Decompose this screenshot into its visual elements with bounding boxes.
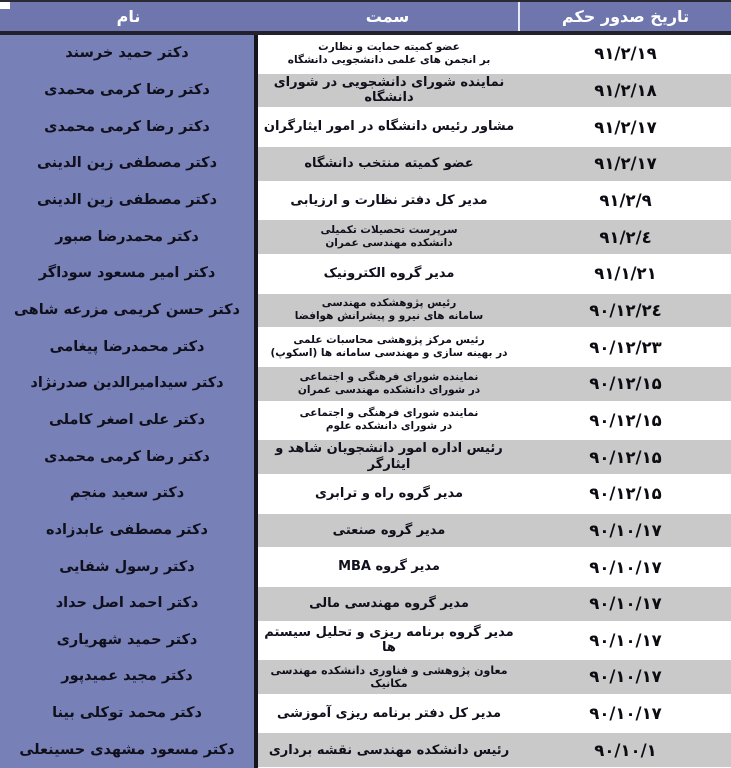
table-row — [0, 35, 731, 72]
position-line: رئیس دانشکده مهندسی نقشه برداری — [268, 742, 510, 758]
row-band — [258, 695, 731, 732]
table-row — [0, 292, 731, 329]
table-row — [0, 365, 731, 402]
date-cell: ۹۱/۲/۱۸ — [594, 80, 657, 100]
row-band — [258, 585, 731, 622]
name-cell: دکتر حمید خرسند — [0, 35, 258, 72]
position-cell — [258, 440, 520, 474]
header-name-column: نام — [116, 7, 141, 26]
name-cell: دکتر رسول شفایی — [0, 548, 258, 585]
table-row — [0, 475, 731, 512]
position-cell — [258, 257, 520, 291]
position-cell — [258, 110, 520, 144]
position-line: بر انجمن های علمی دانشجویی دانشگاه — [287, 53, 491, 66]
table-row — [0, 108, 731, 145]
name-cell: دکتر حمید شهریاری — [0, 622, 258, 659]
row-band — [258, 402, 731, 439]
table-row — [0, 731, 731, 768]
table-row — [0, 585, 731, 622]
position-cell — [258, 404, 520, 438]
position-cell — [258, 74, 520, 108]
table-row — [0, 328, 731, 365]
row-band — [258, 548, 731, 585]
position-cell — [258, 330, 520, 364]
table-row — [0, 145, 731, 182]
table-row — [0, 658, 731, 695]
date-cell: ۹۰/۱۰/۱۷ — [589, 704, 662, 724]
position-cell — [258, 697, 520, 731]
row-band — [258, 731, 731, 768]
row-band — [258, 255, 731, 292]
name-cell: دکتر علی اصغر کاملی — [0, 402, 258, 439]
name-cell: دکتر امیر مسعود سوداگر — [0, 255, 258, 292]
name-cell: دکتر مسعود مشهدی حسینعلی — [0, 731, 258, 768]
position-line: مدیر گروه صنعتی — [332, 522, 446, 538]
table-row — [0, 255, 731, 292]
position-line: مشاور رئیس دانشگاه در امور ایثارگران — [263, 119, 515, 135]
date-cell: ۹۰/۱۲/۱۵ — [589, 484, 662, 504]
date-cell: ۹۰/۱۲/۱۵ — [589, 410, 662, 430]
name-cell: دکتر سیدامیرالدین صدرنژاد — [0, 365, 258, 402]
position-line: مدیر گروه راه و ترابری — [314, 485, 464, 501]
position-line: مدیر کل دفتر برنامه ریزی آموزشی — [277, 705, 502, 721]
date-cell: ۹۰/۱۰/۱۷ — [589, 630, 662, 650]
date-cell: ۹۰/۱۲/۲۳ — [589, 337, 662, 357]
position-line: رئیس پژوهشکده مهندسی — [321, 297, 457, 310]
position-line: رئیس مرکز پژوهشی محاسبات علمی — [293, 333, 485, 346]
row-band — [258, 145, 731, 182]
position-cell — [258, 294, 520, 328]
position-line: نماینده شورای فرهنگی و اجتماعی — [299, 407, 479, 420]
row-band — [258, 658, 731, 695]
position-line: سامانه های نیرو و پیشرانش هوافضا — [294, 310, 484, 323]
position-cell — [258, 184, 520, 218]
table-header-row — [0, 0, 731, 35]
date-cell: ۹۰/۱۰/۱ — [594, 740, 657, 760]
position-line: مدیر کل دفتر نظارت و ارزیابی — [290, 192, 488, 208]
table-row — [0, 512, 731, 549]
position-line: دانشکده مهندسی عمران — [325, 237, 453, 250]
date-cell: ۹۱/۲/۱۹ — [594, 44, 657, 64]
corner-notch — [0, 2, 10, 9]
name-cell: دکتر حسن کریمی مزرعه شاهی — [0, 292, 258, 329]
row-band — [258, 365, 731, 402]
date-cell: ۹۰/۱۰/۱۷ — [589, 520, 662, 540]
position-cell — [258, 587, 520, 621]
row-band — [258, 475, 731, 512]
position-cell — [258, 550, 520, 584]
date-cell: ۹۰/۱۰/۱۷ — [589, 667, 662, 687]
table-row — [0, 182, 731, 219]
name-cell: دکتر احمد اصل حداد — [0, 585, 258, 622]
date-cell: ۹۱/۲/۱۷ — [594, 154, 657, 174]
position-line: در شورای دانشکده مهندسی عمران — [297, 383, 481, 396]
row-band — [258, 292, 731, 329]
date-cell: ۹۱/۲/۹ — [599, 190, 652, 210]
table-row — [0, 72, 731, 109]
name-cell: دکتر مصطفی زین الدینی — [0, 145, 258, 182]
position-cell — [258, 367, 520, 401]
name-cell: دکتر مصطفی زین الدینی — [0, 182, 258, 219]
position-line: نماینده شورای دانشجویی در شورای دانشگاه — [273, 74, 505, 106]
position-cell — [258, 624, 520, 658]
position-cell — [258, 514, 520, 548]
table-body — [0, 35, 731, 768]
row-band — [258, 512, 731, 549]
position-line: رئیس اداره امور دانشجویان شاهد و ایثارگر — [275, 441, 503, 473]
position-line: در شورای دانشکده علوم — [325, 420, 453, 433]
table-row — [0, 402, 731, 439]
position-cell — [258, 733, 520, 767]
table-row — [0, 438, 731, 475]
date-cell: ۹۰/۱۲/۱۵ — [589, 374, 662, 394]
name-cell: دکتر محمدرضا صبور — [0, 218, 258, 255]
name-cell: دکتر محمدرضا پیغامی — [0, 328, 258, 365]
position-cell — [258, 660, 520, 694]
position-line: مدیر گروه MBA — [338, 559, 440, 575]
date-cell: ۹۱/۲/٤ — [599, 227, 652, 247]
position-cell — [258, 37, 520, 71]
name-cell: دکتر مجید عمیدپور — [0, 658, 258, 695]
row-band — [258, 622, 731, 659]
position-line: عضو کمیته حمایت و نظارت — [318, 40, 460, 53]
table-row — [0, 218, 731, 255]
row-band — [258, 438, 731, 475]
name-cell: دکتر رضا کرمی محمدی — [0, 72, 258, 109]
position-line: مدیر گروه الکترونیک — [323, 265, 455, 281]
table-row — [0, 695, 731, 732]
row-band — [258, 218, 731, 255]
position-line: مدیر گروه برنامه ریزی و تحلیل سیستم ها — [264, 624, 514, 656]
date-cell: ۹۰/۱۲/۱۵ — [589, 447, 662, 467]
position-line: سرپرست تحصیلات تکمیلی — [320, 223, 458, 236]
name-cell: دکتر رضا کرمی محمدی — [0, 108, 258, 145]
position-line: عضو کمیته منتخب دانشگاه — [304, 156, 474, 171]
name-cell: دکتر سعید منجم — [0, 475, 258, 512]
date-cell: ۹۰/۱۲/۲٤ — [589, 300, 662, 320]
row-band — [258, 35, 731, 72]
table-row — [0, 622, 731, 659]
name-cell: دکتر محمد توکلی بینا — [0, 695, 258, 732]
header-position-column: سمت — [365, 7, 410, 26]
row-band — [258, 182, 731, 219]
position-line: مدیر گروه مهندسی مالی — [309, 595, 469, 611]
position-cell — [258, 147, 520, 181]
position-cell — [258, 220, 520, 254]
position-line: معاون پژوهشی و فناوری دانشکده مهندسی مکانیک — [270, 663, 508, 690]
row-band — [258, 108, 731, 145]
header-date-column: تاریخ صدور حکم — [518, 2, 731, 31]
row-band — [258, 328, 731, 365]
row-band — [258, 72, 731, 109]
name-cell: دکتر رضا کرمی محمدی — [0, 438, 258, 475]
date-cell: ۹۱/۱/۲۱ — [594, 264, 657, 284]
position-line: نماینده شورای فرهنگی و اجتماعی — [299, 370, 479, 383]
date-cell: ۹۱/۲/۱۷ — [594, 117, 657, 137]
name-cell: دکتر مصطفی عابدزاده — [0, 512, 258, 549]
position-line: در بهینه سازی و مهندسی سامانه ها (اسکوپ) — [270, 347, 508, 360]
position-cell — [258, 477, 520, 511]
date-cell: ۹۰/۱۰/۱۷ — [589, 594, 662, 614]
date-cell: ۹۰/۱۰/۱۷ — [589, 557, 662, 577]
table-row — [0, 548, 731, 585]
